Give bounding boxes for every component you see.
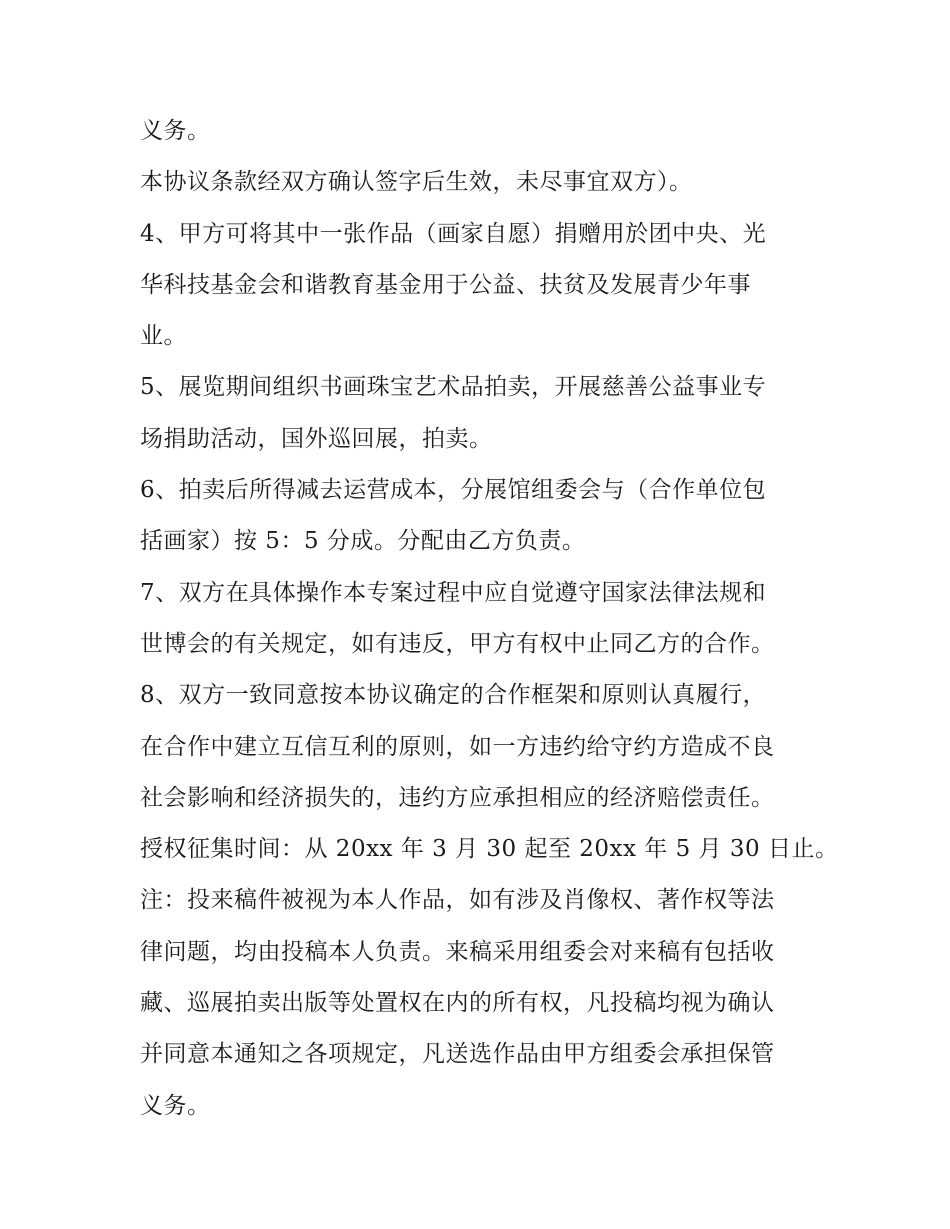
text-line: 授权征集时间：从 20xx 年 3 月 30 起至 20xx 年 5 月 30 日止。 — [140, 836, 839, 863]
text-line: 并同意本通知之各项规定，凡送选作品由甲方组委会承担保管 — [140, 1041, 775, 1068]
text-line: 在合作中建立互信互利的原则，如一方违约给守约方造成不良 — [140, 733, 775, 760]
text-line: 6、拍卖后所得减去运营成本，分展馆组委会与（合作单位包 — [140, 477, 767, 504]
text-line: 7、双方在具体操作本专案过程中应自觉遵守国家法律法规和 — [140, 579, 767, 606]
text-line: 8、双方一致同意按本协议确定的合作框架和原则认真履行， — [140, 682, 767, 709]
text-line: 社会影响和经济损失的，违约方应承担相应的经济赔偿责任。 — [140, 784, 775, 811]
text-line: 世博会的有关规定，如有违反，甲方有权中止同乙方的合作。 — [140, 630, 775, 657]
text-line: 义务。 — [140, 1092, 211, 1119]
text-line: 5、展览期间组织书画珠宝艺术品拍卖，开展慈善公益事业专 — [140, 374, 767, 401]
text-line: 括画家）按 5：5 分成。分配由乙方负责。 — [140, 528, 586, 555]
text-line: 义务。 — [140, 118, 211, 144]
text-line: 4、甲方可将其中一张作品（画家自愿）捐赠用於团中央、光 — [140, 220, 767, 247]
text-line: 华科技基金会和谐教育基金用于公益、扶贫及发展青少年事 — [140, 271, 751, 298]
text-line: 注：投来稿件被视为本人作品，如有涉及肖像权、著作权等法 — [140, 887, 775, 914]
text-line: 业。 — [140, 323, 187, 350]
document-body — [140, 106, 839, 1132]
text-line: 藏、巡展拍卖出版等处置权在内的所有权，凡投稿均视为确认 — [140, 990, 775, 1017]
text-line: 本协议条款经双方确认签字后生效，未尽事宜双方）。 — [140, 169, 693, 196]
text-line: 场捐助活动，国外巡回展，拍卖。 — [140, 425, 493, 452]
text-line: 律问题，均由投稿本人负责。来稿采用组委会对来稿有包括收 — [140, 938, 775, 965]
